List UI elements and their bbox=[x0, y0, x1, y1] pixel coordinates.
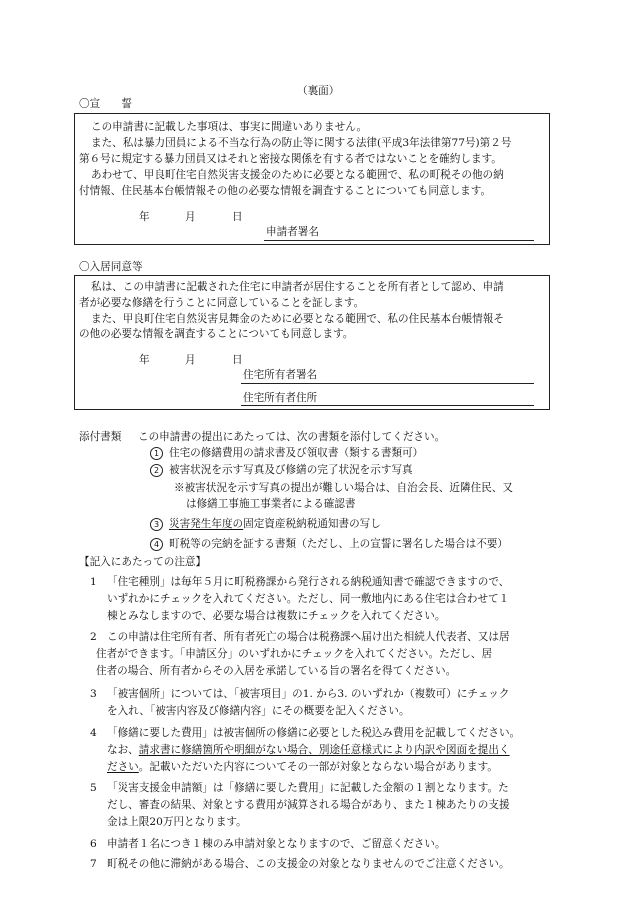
consent-heading: 〇入居同意等 bbox=[79, 261, 143, 273]
note-line: 「修繕に要した費用」は被害個所の修繕に必要とした税込み費用を記載してください。 bbox=[107, 727, 521, 739]
note-number: 3 bbox=[90, 688, 97, 700]
note-line: 「住宅種別」は毎年５月に町税務課から発行される納税通知書で確認できますので、 bbox=[107, 576, 510, 588]
applicant-signature-line bbox=[264, 240, 534, 241]
note-underlined-text: 請求書に修繕箇所や明細がない場合、別途任意様式により内訳や図面を提出く bbox=[138, 744, 510, 756]
notes-heading: 【記入にあたっての注意】 bbox=[79, 556, 207, 568]
oath-line: 第６号に規定する暴力団員又はそれと密接な関係を有する者ではないことを確約します。 bbox=[79, 153, 502, 165]
consent-line: の他の必要な情報を調査することについても同意します。 bbox=[79, 328, 354, 340]
oath-date-day: 日 bbox=[232, 211, 243, 223]
note-line: 町税その他に滞納がある場合、この支援金の対象となりませんのでご注意ください。 bbox=[107, 858, 510, 870]
attachment-item bbox=[150, 463, 413, 477]
consent-line: また、甲良町住宅自然災害見舞金のために必要となる範囲で、私の住民基本台帳情報そ bbox=[91, 313, 504, 325]
owner-signature-line bbox=[241, 383, 534, 384]
note-line: 金は上限20万円となります。 bbox=[107, 816, 247, 828]
owner-address-label: 住宅所有者住所 bbox=[243, 392, 318, 404]
consent-date-month: 月 bbox=[185, 354, 196, 366]
oath-line: また、私は暴力団員による不当な行為の防止等に関する法律(平成3年法律第77号)第２号 bbox=[91, 137, 512, 149]
note-number: 6 bbox=[90, 838, 97, 850]
note-line: この申請は住宅所有者、所有者死亡の場合は税務課へ届け出た相続人代表者、又は居 bbox=[107, 631, 510, 643]
oath-line: 付情報、住民基本台帳情報その他の必要な情報を調査することについても同意します。 bbox=[79, 185, 492, 197]
oath-line: あわせて、甲良町住宅自然災害支援金のために必要となる範囲で、私の町税その他の納 bbox=[91, 169, 504, 181]
note-number: 7 bbox=[90, 858, 97, 870]
attachment-item-text: 被害状況を示す写真及び修繕の完了状況を示す写真 bbox=[169, 464, 413, 476]
attachments-label: 添付書類 bbox=[79, 431, 122, 443]
attachments-intro: この申請書の提出にあたっては、次の書類を添付してください。 bbox=[138, 431, 446, 443]
note-line: 住者ができます。「申請区分」のいずれかにチェックを入れてください。ただし、居 bbox=[96, 648, 493, 660]
note-line: 申請者１名につき１棟のみ申請対象となりますので、ご留意ください。 bbox=[107, 838, 446, 850]
reverse-side-label: （裏面） bbox=[297, 85, 340, 97]
consent-line: 者が必要な修繕を行うことに同意していることを証します。 bbox=[79, 297, 365, 309]
circled-number: 3 bbox=[150, 518, 163, 531]
attachment-item-text: 住宅の修繕費用の請求書及び領収書（類する書類可） bbox=[169, 447, 424, 459]
oath-date-year: 年 bbox=[139, 211, 150, 223]
note-text: なお、 bbox=[107, 744, 139, 756]
consent-line: 私は、この申請書に記載された住宅に申請者が居住することを所有者として認め、申請 bbox=[91, 281, 504, 293]
attachment-item bbox=[150, 537, 508, 551]
note-text: 。記載いただいた内容についてその一部が対象とならない場合があります。 bbox=[138, 761, 498, 773]
attachment-item bbox=[150, 517, 381, 531]
attachment-note-line: ※被害状況を示す写真の提出が難しい場合は、自治会長、近隣住民、又 bbox=[174, 482, 513, 494]
note-line: 「被害個所」については、「被害項目」の1. から3. のいずれか（複数可）にチェック bbox=[107, 688, 510, 700]
attachment-item-text: 固定資産税納税通知書の写し bbox=[243, 518, 381, 530]
note-number: 1 bbox=[90, 576, 97, 588]
attachment-item-text: 町税等の完納を証する書類（ただし、上の宣誓に署名した場合は不要） bbox=[169, 538, 508, 550]
circled-number: 2 bbox=[150, 464, 163, 477]
note-line: を入れ、「被害内容及び修繕内容」にその概要を記入ください。 bbox=[107, 705, 410, 717]
note-line: だし、審査の結果、対象とする費用が減算される場合があり、また１棟あたりの支援 bbox=[107, 799, 510, 811]
circled-number: 1 bbox=[150, 447, 163, 460]
note-line: 住者の場合、所有者からその入居を承諾している旨の署名を得てください。 bbox=[96, 665, 457, 677]
attachment-item bbox=[150, 446, 423, 460]
oath-date-month: 月 bbox=[185, 211, 196, 223]
note-line bbox=[107, 743, 510, 757]
note-number: 5 bbox=[90, 782, 97, 794]
attachment-item-underlined-text: 災害発生年度の bbox=[169, 518, 244, 530]
consent-date-day: 日 bbox=[232, 354, 243, 366]
note-number: 4 bbox=[90, 727, 97, 739]
oath-line: この申請書に記載した事項は、事実に間違いありません。 bbox=[91, 121, 368, 133]
note-line: いずれかにチェックを入れてください。ただし、同一敷地内にある住宅は合わせて１ bbox=[107, 593, 510, 605]
oath-heading: 〇宣 誓 bbox=[79, 98, 132, 110]
owner-address-line bbox=[241, 405, 534, 406]
applicant-signature-label: 申請者署名 bbox=[266, 226, 319, 238]
owner-signature-label: 住宅所有者署名 bbox=[243, 369, 318, 381]
note-underlined-text: ださい bbox=[107, 761, 139, 773]
note-line: 「災害支援金申請額」は「修繕に要した費用」に記載した金額の１割となります。た bbox=[107, 782, 509, 794]
note-line bbox=[107, 760, 498, 774]
note-line: 棟とみなしますので、必要な場合は複数にチェックを入れてください。 bbox=[107, 610, 446, 622]
attachment-note-line: は修繕工事施工事業者による確認書 bbox=[186, 498, 356, 510]
consent-date-year: 年 bbox=[139, 354, 150, 366]
circled-number: 4 bbox=[150, 538, 163, 551]
note-number: 2 bbox=[90, 631, 97, 643]
